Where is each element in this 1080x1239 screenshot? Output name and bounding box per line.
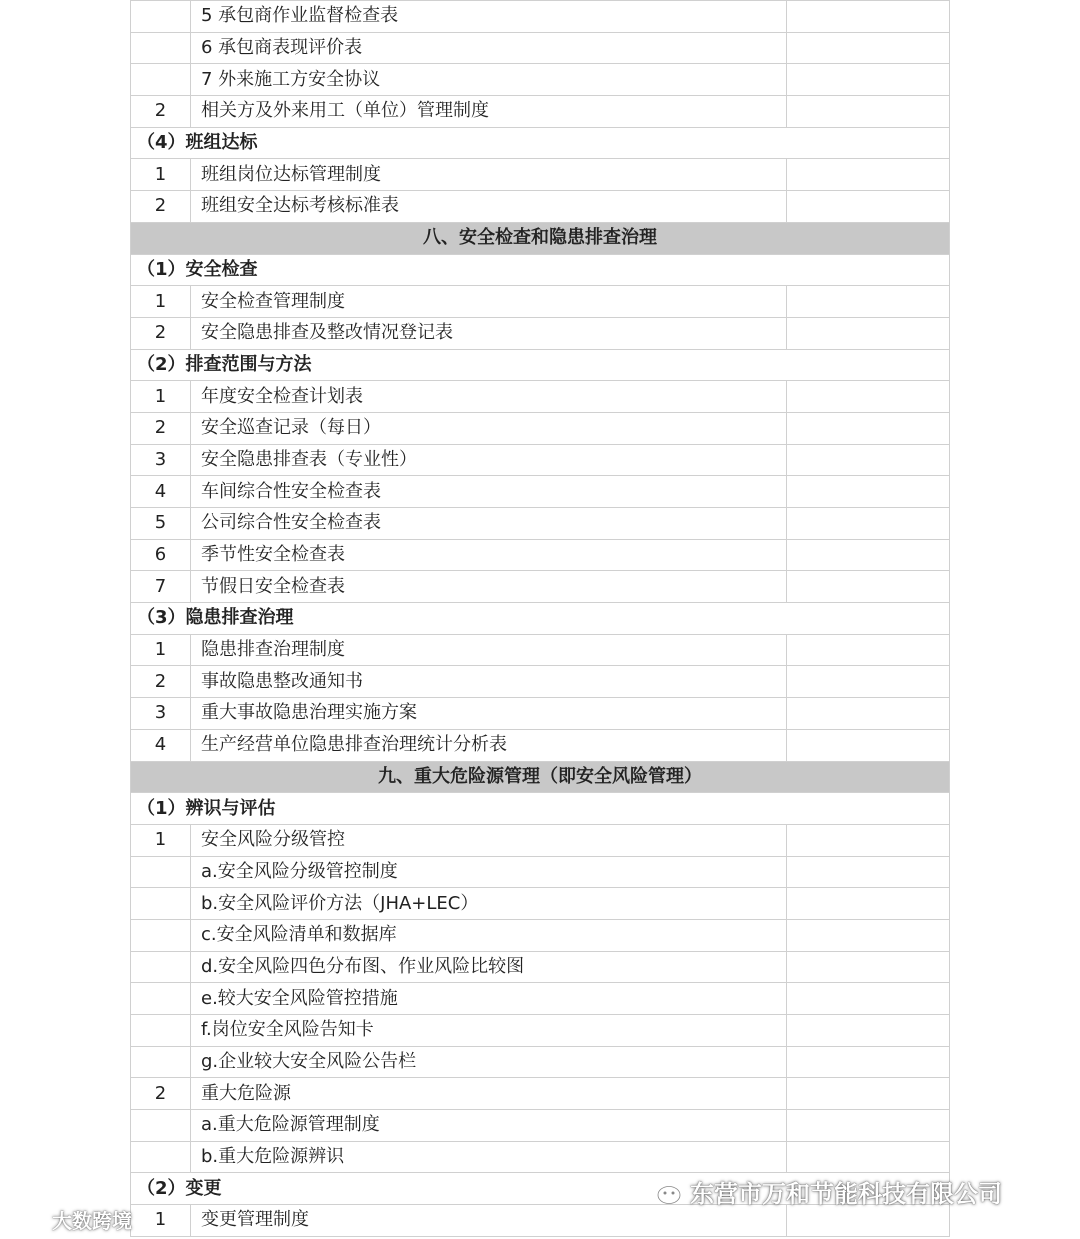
table-row xyxy=(131,888,950,920)
row-number xyxy=(131,64,191,96)
table-row xyxy=(131,159,950,191)
row-text: b.重大危险源辨识 xyxy=(191,1141,787,1173)
row-remark xyxy=(787,476,950,508)
row-remark xyxy=(787,412,950,444)
row-number: 1 xyxy=(131,286,191,318)
table-row xyxy=(131,412,950,444)
table-row xyxy=(131,96,950,128)
row-number: 2 xyxy=(131,96,191,128)
row-remark xyxy=(787,191,950,223)
row-remark xyxy=(787,856,950,888)
section-title: 九、重大危险源管理（即安全风险管理） xyxy=(131,761,950,793)
row-text: 安全隐患排查及整改情况登记表 xyxy=(191,317,787,349)
row-text: d.安全风险四色分布图、作业风险比较图 xyxy=(191,951,787,983)
row-number: 2 xyxy=(131,666,191,698)
row-text: 班组岗位达标管理制度 xyxy=(191,159,787,191)
table-row xyxy=(131,508,950,540)
table-row xyxy=(131,634,950,666)
subsection-title: （2）排查范围与方法 xyxy=(131,349,950,381)
row-number xyxy=(131,888,191,920)
row-remark xyxy=(787,919,950,951)
row-number: 2 xyxy=(131,412,191,444)
section-title: 八、安全检查和隐患排查治理 xyxy=(131,222,950,254)
row-number xyxy=(131,983,191,1015)
row-remark xyxy=(787,1110,950,1142)
table-body xyxy=(131,1,950,1237)
table-row xyxy=(131,856,950,888)
row-number: 3 xyxy=(131,444,191,476)
row-text: 安全检查管理制度 xyxy=(191,286,787,318)
row-number xyxy=(131,1141,191,1173)
row-text: 季节性安全检查表 xyxy=(191,539,787,571)
row-remark xyxy=(787,32,950,64)
table-row xyxy=(131,571,950,603)
row-text: 5 承包商作业监督检查表 xyxy=(191,1,787,33)
row-remark xyxy=(787,888,950,920)
row-number: 4 xyxy=(131,476,191,508)
row-remark xyxy=(787,951,950,983)
row-remark xyxy=(787,824,950,856)
row-remark xyxy=(787,983,950,1015)
row-text: g.企业较大安全风险公告栏 xyxy=(191,1046,787,1078)
table-row xyxy=(131,666,950,698)
subsection-header-row xyxy=(131,349,950,381)
row-remark xyxy=(787,286,950,318)
row-text: 节假日安全检查表 xyxy=(191,571,787,603)
row-number: 3 xyxy=(131,698,191,730)
row-number: 1 xyxy=(131,634,191,666)
row-number: 7 xyxy=(131,571,191,603)
row-text: f.岗位安全风险告知卡 xyxy=(191,1015,787,1047)
table-row xyxy=(131,951,950,983)
row-text: 事故隐患整改通知书 xyxy=(191,666,787,698)
row-text: 年度安全检查计划表 xyxy=(191,381,787,413)
row-remark xyxy=(787,508,950,540)
row-number xyxy=(131,1,191,33)
row-number: 1 xyxy=(131,381,191,413)
subsection-header-row xyxy=(131,254,950,286)
row-number: 5 xyxy=(131,508,191,540)
row-number: 1 xyxy=(131,159,191,191)
row-number: 4 xyxy=(131,729,191,761)
row-remark xyxy=(787,381,950,413)
row-number: 1 xyxy=(131,1205,191,1237)
row-remark xyxy=(787,64,950,96)
row-text: a.安全风险分级管控制度 xyxy=(191,856,787,888)
row-text: 7 外来施工方安全协议 xyxy=(191,64,787,96)
row-number xyxy=(131,1110,191,1142)
row-text: 安全巡查记录（每日） xyxy=(191,412,787,444)
table-row xyxy=(131,32,950,64)
row-remark xyxy=(787,159,950,191)
section-header-row xyxy=(131,761,950,793)
row-remark xyxy=(787,571,950,603)
row-remark xyxy=(787,96,950,128)
table-row xyxy=(131,539,950,571)
table-row xyxy=(131,64,950,96)
table-row xyxy=(131,286,950,318)
row-number: 2 xyxy=(131,1078,191,1110)
table-row xyxy=(131,1078,950,1110)
row-remark xyxy=(787,698,950,730)
row-remark xyxy=(787,1015,950,1047)
row-text: 安全风险分级管控 xyxy=(191,824,787,856)
row-number xyxy=(131,951,191,983)
table-row xyxy=(131,919,950,951)
row-remark xyxy=(787,666,950,698)
row-text: a.重大危险源管理制度 xyxy=(191,1110,787,1142)
document-table xyxy=(130,0,950,1237)
row-text: 重大事故隐患治理实施方案 xyxy=(191,698,787,730)
row-text: 6 承包商表现评价表 xyxy=(191,32,787,64)
subsection-title: （1）辨识与评估 xyxy=(131,793,950,825)
row-remark xyxy=(787,1078,950,1110)
row-text: 安全隐患排查表（专业性） xyxy=(191,444,787,476)
table-row xyxy=(131,1,950,33)
row-text: 隐患排查治理制度 xyxy=(191,634,787,666)
row-number: 6 xyxy=(131,539,191,571)
row-text: b.安全风险评价方法（JHA+LEC） xyxy=(191,888,787,920)
row-text: 班组安全达标考核标准表 xyxy=(191,191,787,223)
watermark-right xyxy=(642,1172,1002,1210)
table-row xyxy=(131,983,950,1015)
table-row xyxy=(131,1046,950,1078)
watermark-right-text: 东营市万和节能科技有限公司 xyxy=(690,1179,1002,1208)
row-text: 车间综合性安全检查表 xyxy=(191,476,787,508)
table-row xyxy=(131,476,950,508)
row-number xyxy=(131,856,191,888)
row-remark xyxy=(787,1141,950,1173)
row-remark xyxy=(787,729,950,761)
row-number: 2 xyxy=(131,317,191,349)
subsection-title: （1）安全检查 xyxy=(131,254,950,286)
table-row xyxy=(131,729,950,761)
row-number xyxy=(131,1015,191,1047)
row-number xyxy=(131,1046,191,1078)
table-row xyxy=(131,1015,950,1047)
row-remark xyxy=(787,444,950,476)
subsection-header-row xyxy=(131,603,950,635)
table-row xyxy=(131,444,950,476)
watermark-left-text: 大数跨境 xyxy=(52,1208,132,1233)
row-remark xyxy=(787,539,950,571)
table-row xyxy=(131,317,950,349)
table-row xyxy=(131,1110,950,1142)
table-row xyxy=(131,381,950,413)
subsection-title: （3）隐患排查治理 xyxy=(131,603,950,635)
row-text: e.较大安全风险管控措施 xyxy=(191,983,787,1015)
row-number: 1 xyxy=(131,824,191,856)
row-text: 重大危险源 xyxy=(191,1078,787,1110)
row-remark xyxy=(787,634,950,666)
row-text: 生产经营单位隐患排查治理统计分析表 xyxy=(191,729,787,761)
row-text: 变更管理制度 xyxy=(191,1205,787,1237)
row-number: 2 xyxy=(131,191,191,223)
row-text: 公司综合性安全检查表 xyxy=(191,508,787,540)
row-remark xyxy=(787,1,950,33)
row-text: 相关方及外来用工（单位）管理制度 xyxy=(191,96,787,128)
watermark-left xyxy=(8,1203,132,1235)
section-header-row xyxy=(131,222,950,254)
table-row xyxy=(131,191,950,223)
wechat-icon xyxy=(642,1174,684,1208)
table-row xyxy=(131,1141,950,1173)
weibo-icon xyxy=(8,1205,46,1233)
subsection-title: （2）变更 xyxy=(131,1173,950,1205)
row-remark xyxy=(787,317,950,349)
table-row xyxy=(131,824,950,856)
row-number xyxy=(131,919,191,951)
subsection-header-row xyxy=(131,793,950,825)
subsection-header-row xyxy=(131,127,950,159)
row-text: c.安全风险清单和数据库 xyxy=(191,919,787,951)
subsection-title: （4）班组达标 xyxy=(131,127,950,159)
table-row xyxy=(131,698,950,730)
row-number xyxy=(131,32,191,64)
row-remark xyxy=(787,1046,950,1078)
